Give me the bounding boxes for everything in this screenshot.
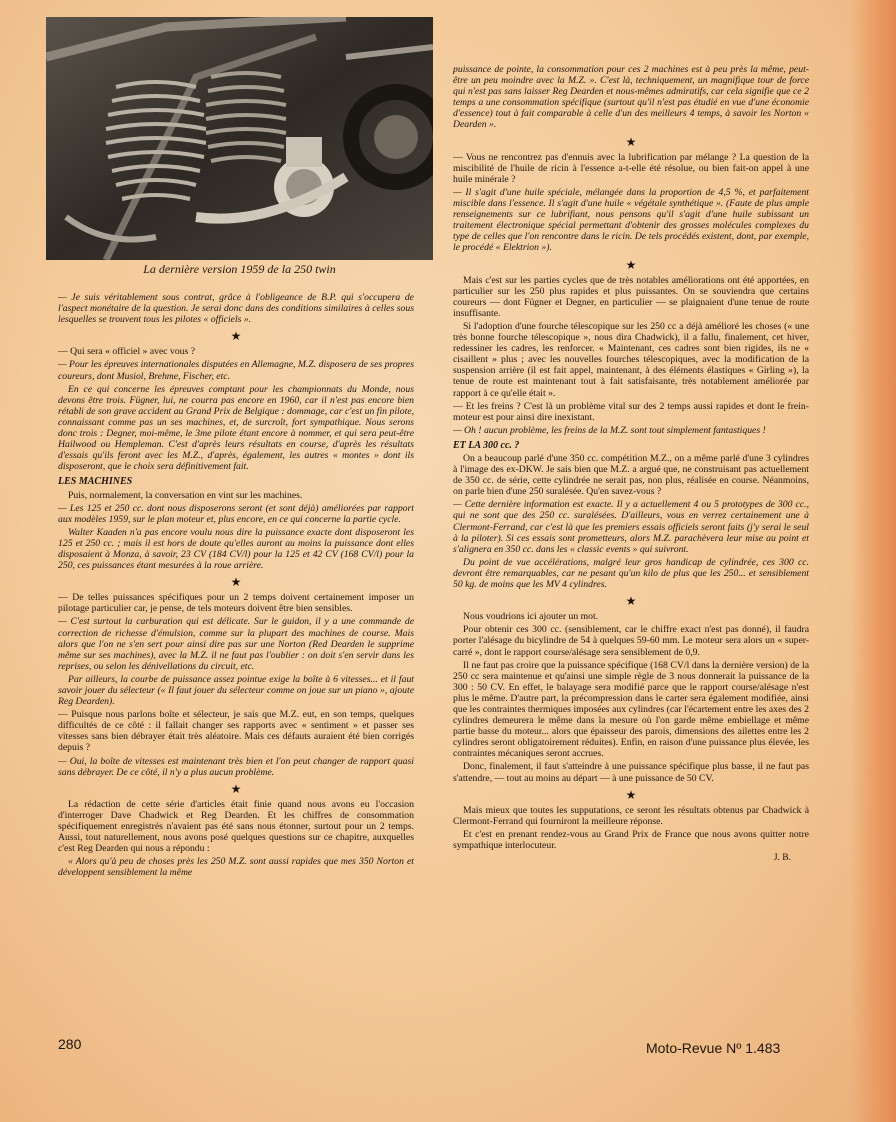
left-column: [58, 292, 414, 1032]
question-paragraph: — Puisque nous parlons boîte et sélecteur, je sais que M.Z. eut, en son temps, quelques difficultés de ce côté : il fallait changer ses rapports avec « sentiment » et passer ses vitesses sans bien débrayer était très aléatoire. Mais ces défauts auraient été bien corrigés depuis ?: [58, 709, 414, 754]
magazine-issue: Moto-Revue Nº 1.483: [646, 1040, 781, 1056]
star-separator-icon: ★: [230, 575, 242, 590]
paragraph: — Il s'agit d'une huile spéciale, mélangée dans la proportion de 4,5 %, et parfaitement miscible dans l'essence. Il s'agit d'une huile « végétale synthétique ». (Faute de plus ample renseignements sur ce lubrifiant, nous pensons qu'il s'agit d'une huile subissant un traitement électronique spécial permettant d'obtenir des grosses molécules complexes du type de celles que l'on rencontre dans le ricin. De tels procédés existent, dont, par exemple, le procédé « Elektrion »).: [453, 186, 809, 254]
paragraph: Et c'est en prenant rendez-vous au Grand Prix de France que nous avons quitter notre sympathique interlocuteur.: [453, 828, 809, 851]
paragraph: On a beaucoup parlé d'une 350 cc. compétition M.Z., on a même parlé d'une 3 cylindres à l'image des ex-DKW. Je sais bien que M.Z. a argué que, ne construisant pas actuellement de 350 cc. de série, cette cylindrée ne serait pas, non plus, réalisée en course. Néanmoins, on parle bien d'une 250 suralésée. Qu'en savez-vous ?: [453, 453, 809, 498]
motorcycle-engine-photo: [46, 17, 433, 260]
right-column: [453, 64, 809, 1032]
star-separator-icon: ★: [625, 594, 637, 609]
page-number: 280: [58, 1036, 82, 1052]
question-paragraph: — Vous ne rencontrez pas d'ennuis avec la lubrification par mélange ? La question de la miscibilité de l'huile de ricin à l'essence a-t-elle été résolue, ou bien fait-on appel à une huile minérale ?: [453, 151, 809, 185]
star-separator-icon: ★: [230, 781, 242, 796]
paragraph: Mais c'est sur les parties cycles que de très notables améliorations ont été apportées, en particulier sur les 250 plus rapides et plus puissantes. On se souviendra que certains coureurs — dont Fügner et Degner, en particulier — se plaignaient d'une tenue de route insuffisante.: [453, 274, 809, 319]
paragraph: Si l'adoption d'une fourche télescopique sur les 250 cc a déjà amélioré les choses (« une très bonne fourche télescopique », nous dira Chadwick), il a fallu, finalement, cet hiver, redessiner les cadres, les renforcer. « Maintenant, ces cadres sont bien rigides, ils ne « cisaillent » plus ; avec les nouvelles fourches télescopiques, avec la modification de la suspension arrière (il est fait appel, maintenant, à des éléments élastiques « Girling »), la tenue de route est maintenant tout à fait satisfaisante, très notablement améliorée par rapport à ce qu'elle était ».: [453, 320, 809, 399]
photo-caption: La dernière version 1959 de la 250 twin: [143, 262, 336, 276]
paragraph: — Pour les épreuves internationales disputées en Allemagne, M.Z. disposera de ses propres coureurs, dont Musiol, Brehme, Fischer, etc.: [58, 359, 414, 382]
section-heading: ET LA 300 cc. ?: [453, 439, 520, 451]
paragraph: Pour obtenir ces 300 cc. (sensiblement, car le chiffre exact n'est pas donné), il faudra porter l'alésage du bicylindre de 54 à quelques 59-60 mm. Le moteur sera alors un « super-carré », dont le rapport course/alésage sera sensiblement de 0,9.: [453, 624, 809, 658]
paragraph: Donc, finalement, il faut s'atteindre à une puissance spécifique plus basse, il ne faut pas s'attendre, — tout au moins au départ — à une puissance de 50 CV.: [453, 761, 809, 784]
question-paragraph: — Et les freins ? C'est là un problème vital sur des 2 temps aussi rapides et dont le frein-moteur est pour ainsi dire inexistant.: [453, 400, 809, 423]
paragraph: Du point de vue accélérations, malgré leur gros handicap de cylindrée, ces 300 cc. devront être remarquables, car ne pesant qu'un kilo de plus que les 250... et sensiblement 50 kg. de moins que les MV 4 cylindres.: [453, 556, 809, 591]
paragraph: Nous voudrions ici ajouter un mot.: [463, 611, 599, 623]
paragraph: En ce qui concerne les épreuves comptant pour les championnats du Monde, nous devons être trois. Fügner, lui, ne courra pas encore en 1960, car il n'est pas encore bien rétabli de son grave accident au Grand Prix de Belgique : dommage, car c'est un fin pilote, connaissant comme pas un ses machines, et, de surcroît, fort sympathique. Nous serons donc trois : Degner, moi-même, le 3me pilote étant encore à nommer, et qui sera peut-être Hailwood ou Hempleman. C'est d'après leurs résultats en course, d'après les résultats d'essais qu'ils feront avec les M.Z., d'après, également, les autres « montes » dont ils disposeront, que le choix sera définitivement fait.: [58, 383, 414, 473]
author-signature: J. B.: [773, 853, 791, 864]
paragraph: Walter Kaaden n'a pas encore voulu nous dire la puissance exacte dont disposeront les 125 et 250 cc. ; mais il est hors de doute qu'elles auront au moins la puissance dont elles disposaient à Monza, à savoir, 23 CV (184 CV/l) pour la 125 et 42 CV (168 CV/l) pour la 250, ces puissances étant mesurées à la roue arrière.: [58, 526, 414, 572]
paragraph: « Alors qu'à peu de choses près les 250 M.Z. sont aussi rapides que mes 350 Norton et développent sensiblement la même: [58, 856, 414, 879]
star-separator-icon: ★: [625, 134, 637, 149]
paragraph: Il ne faut pas croire que la puissance spécifique (168 CV/l dans la dernière version) de la 250 cc sera maintenue et qu'ainsi une simple règle de 3 nous donnerait la puissance de la 300 : 50 CV. En effet, le balayage sera modifié parce que le rapport course/alésage n'est plus le même. D'autre part, la précompression dans le carter sera également modifiée, ainsi que les contraintes thermiques imposées aux cylindres (car l'écartement entre les axes des 2 cylindres demeurera le même dans la mesure où l'on garde même embiellage et même partie basse du moteur... alors que épaisseur des parois, dimensions des ailettes entre les 2 cylindres seront obligatoirement réduites). Enfin, en raison d'une puissance plus élevée, les contraintes mécaniques seront accrues.: [453, 659, 809, 760]
paragraph: Par ailleurs, la courbe de puissance assez pointue exige la boîte à 6 vitesses... et il faut savoir jouer du sélecteur (« Il faut jouer du sélecteur comme on joue sur un piano », ajoute Reg Dearden).: [58, 673, 414, 708]
paragraph: — Cette dernière information est exacte. Il y a actuellement 4 ou 5 prototypes de 300 cc., qui ne sont que des 250 cc. suralésées. D'ailleurs, vous en verrez certainement une à Clermont-Ferrand, car c'est là que les premiers essais officiels seront faits (j'y serai le seul à la piloter). Si ces essais sont prometteurs, alors M.Z. parachèvera leur mise au point et s'alignera en 350 cc. dans les « classic events » qui suivront.: [453, 499, 809, 555]
paragraph: Puis, normalement, la conversation en vint sur les machines.: [68, 489, 303, 501]
paragraph: — Je suis véritablement sous contrat, grâce à l'obligeance de B.P. qui s'occupera de l'aspect monétaire de la question. Je serai donc dans des conditions similaires à celles sous lesquelles se trouvent tous les pilotes « officiels ».: [58, 292, 414, 326]
paragraph: La rédaction de cette série d'articles était finie quand nous avons eu l'occasion d'interroger Dave Chadwick et Reg Dearden. Et les chiffres de consommation spécifiquement enregistrés n'avaient pas été sans nous étonner, surtout pour un 2 temps. Aussi, tout naturellement, nous avons posé quelques questions sur ce chapitre, auxquelles c'est Reg Dearden qui nous a répondu :: [58, 798, 414, 855]
section-heading: LES MACHINES: [58, 476, 133, 488]
star-separator-icon: ★: [230, 329, 242, 344]
paragraph: puissance de pointe, la consommation pour ces 2 machines est à peu près la même, peut-être un peu moindre avec la M.Z. ». C'est là, techniquement, un magnifique tour de force qui n'est pas sans laisser Reg Dearden et nous-mêmes admiratifs, car cela signifie que ce 2 temps a une consommation spécifique (surtout qu'il n'est pas étudié en vue d'une économie d'essence) tout à fait comparable à celle d'un des meilleurs 4 temps, à savoir les Norton « Dearden ».: [453, 64, 809, 131]
star-separator-icon: ★: [625, 257, 637, 272]
paragraph: — Oui, la boîte de vitesses est maintenant très bien et l'on peut changer de rapport quasi sans débrayer. De ce côté, il n'y a plus aucun problème.: [58, 755, 414, 778]
paragraph: — C'est surtout la carburation qui est délicate. Sur le guidon, il y a une commande de correction de richesse d'émulsion, comme sur la plupart des machines de course. Mais alors que l'on ne s'en sert pour ainsi dire pas sur une Norton (Red Dearden le supprime même sur ses machines), avec la M.Z. il ne faut pas l'oublier : on doit s'en servir dans les reprises, ou selon les dénivellations du circuit, etc.: [58, 616, 414, 672]
paragraph: — Les 125 et 250 cc. dont nous disposerons seront (et sont déjà) améliorées par rapport aux modèles 1959, sur le plan moteur et, plus encore, en ce qui concerne la partie cycle.: [58, 502, 414, 525]
question-paragraph: — Qui sera « officiel » avec vous ?: [58, 346, 196, 358]
star-separator-icon: ★: [625, 787, 637, 802]
page-edge-shadow: [850, 0, 896, 1122]
engine-photo-illustration: [46, 17, 433, 260]
paragraph: — Oh ! aucun problème, les freins de la M.Z. sont tout simplement fantastiques !: [453, 424, 766, 436]
paragraph: Mais mieux que toutes les supputations, ce seront les résultats obtenus par Chadwick à Clermont-Ferrand qui fourniront la meilleure réponse.: [453, 804, 809, 827]
question-paragraph: — De telles puissances spécifiques pour un 2 temps doivent certainement imposer un pilotage particulier car, je pense, de tels moteurs doivent être bien sensibles.: [58, 592, 414, 615]
